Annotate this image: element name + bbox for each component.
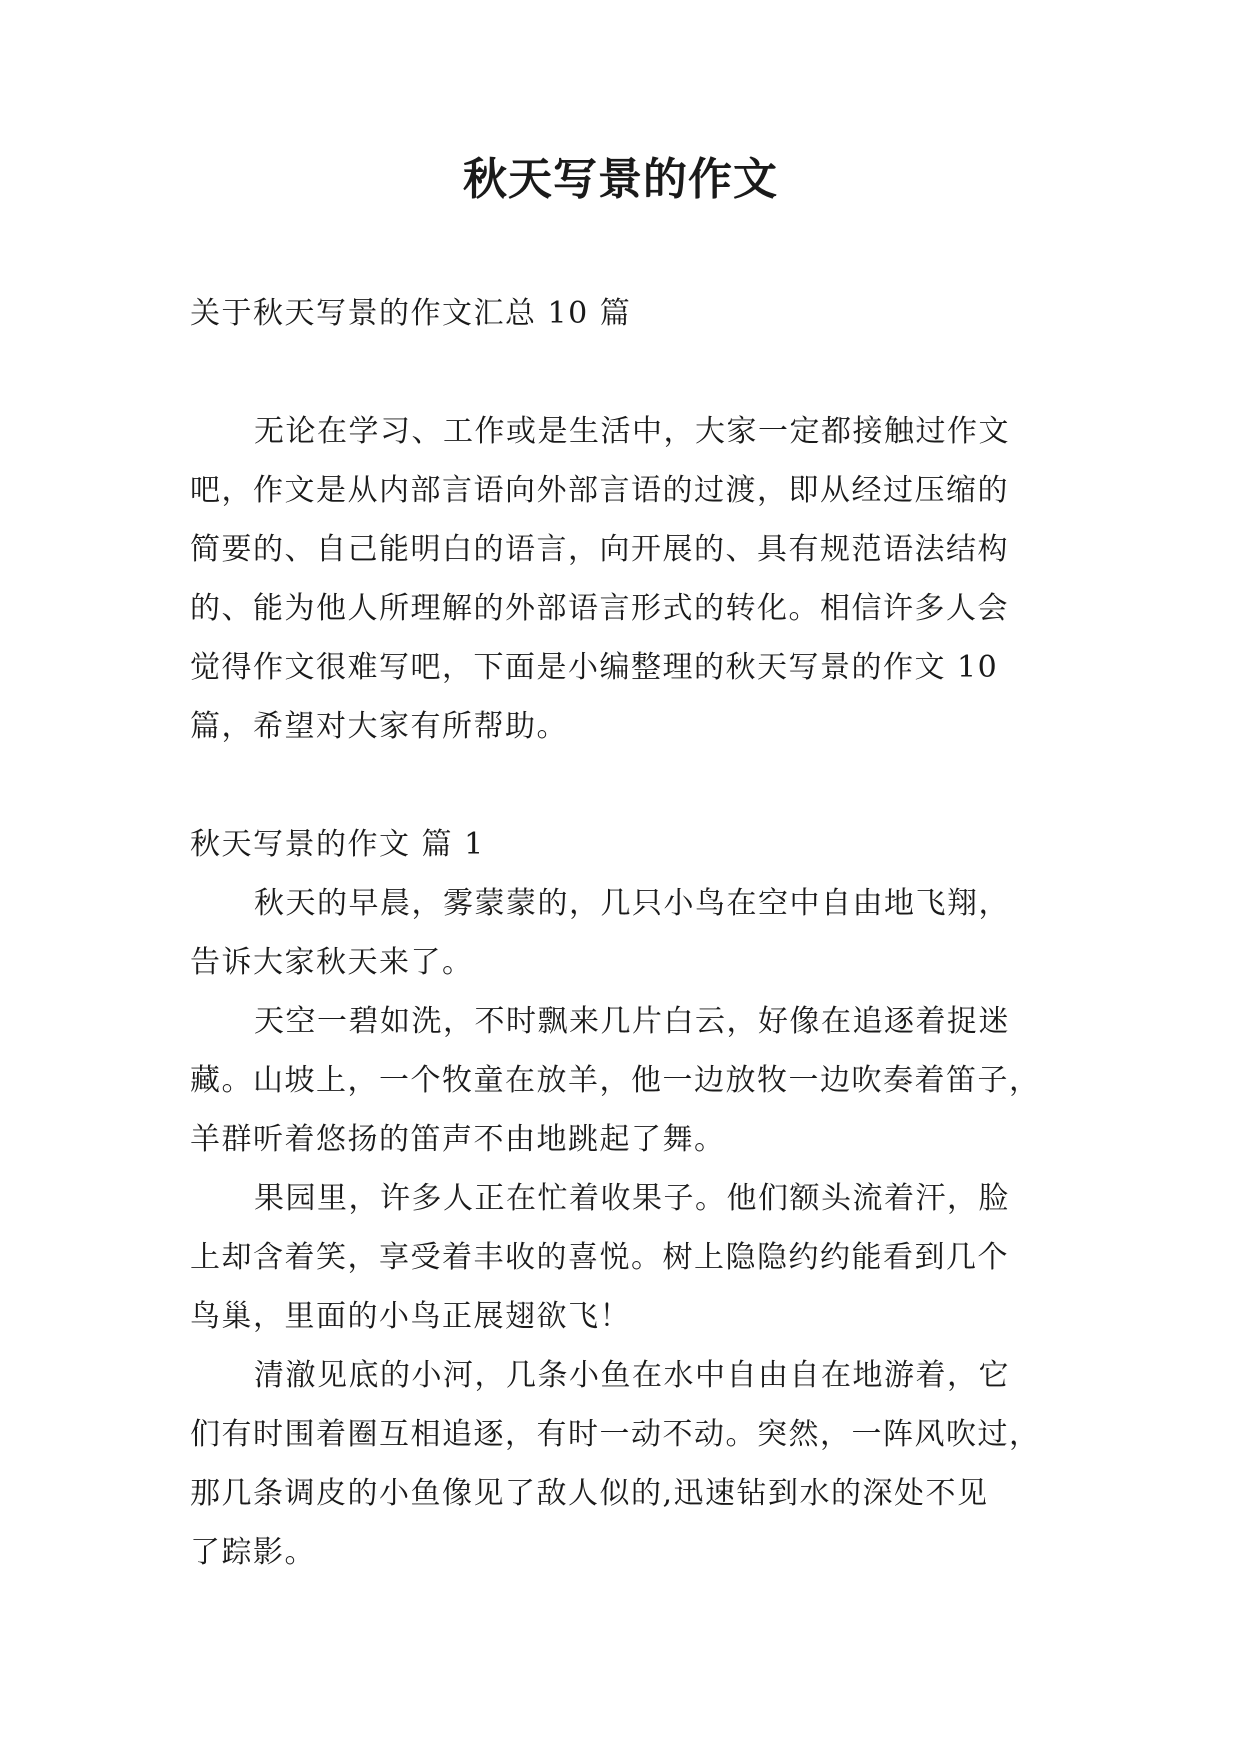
- paragraph-line: 简要的、自己能明白的语言，向开展的、具有规范语法结构: [190, 532, 1009, 567]
- paragraph-line: 觉得作文很难写吧，下面是小编整理的秋天写景的作文 10: [190, 650, 999, 685]
- paragraph-line: 清澈见底的小河，几条小鱼在水中自由自在地游着，它: [254, 1358, 1010, 1393]
- paragraph-line: 无论在学习、工作或是生活中，大家一定都接触过作文: [254, 414, 1010, 449]
- spacer: [190, 343, 1050, 402]
- story-paragraph: [190, 1346, 1050, 1582]
- paragraph-line: 的、能为他人所理解的外部语言形式的转化。相信许多人会: [190, 591, 1009, 626]
- paragraph-line: 告诉大家秋天来了。: [190, 945, 474, 980]
- paragraph-line: 藏。山坡上，一个牧童在放羊，他一边放牧一边吹奏着笛子，: [190, 1063, 1041, 1098]
- paragraph-line: 了踪影。: [190, 1535, 316, 1570]
- paragraph-line: 上却含着笑，享受着丰收的喜悦。树上隐隐约约能看到几个: [190, 1240, 1009, 1275]
- paragraph-line: 天空一碧如洗，不时飘来几片白云，好像在追逐着捉迷: [254, 1004, 1010, 1039]
- section-heading: 秋天写景的作文 篇 1: [190, 827, 485, 862]
- paragraph-line: 们有时围着圈互相追逐，有时一动不动。突然，一阵风吹过，: [190, 1417, 1041, 1452]
- paragraph-line: 秋天的早晨，雾蒙蒙的，几只小鸟在空中自由地飞翔，: [254, 886, 1010, 921]
- paragraph-line: 篇，希望对大家有所帮助。: [190, 709, 568, 744]
- story-paragraph: [190, 874, 1050, 992]
- story-paragraph: [190, 992, 1050, 1169]
- spacer: [190, 756, 1050, 815]
- document-body: [190, 284, 1050, 1582]
- paragraph-line: 鸟巢，里面的小鸟正展翅欲飞！: [190, 1299, 631, 1334]
- document-title: 秋天写景的作文: [463, 154, 778, 205]
- intro-paragraph: [190, 402, 1050, 756]
- paragraph-line: 吧，作文是从内部言语向外部言语的过渡，即从经过压缩的: [190, 473, 1009, 508]
- story-paragraph: [190, 1169, 1050, 1346]
- paragraph-line: 果园里，许多人正在忙着收果子。他们额头流着汗，脸: [254, 1181, 1010, 1216]
- paragraph-line: 羊群听着悠扬的笛声不由地跳起了舞。: [190, 1122, 726, 1157]
- paragraph-line: 那几条调皮的小鱼像见了敌人似的,迅速钻到水的深处不见: [190, 1476, 989, 1511]
- document-subtitle: 关于秋天写景的作文汇总 10 篇: [190, 296, 632, 331]
